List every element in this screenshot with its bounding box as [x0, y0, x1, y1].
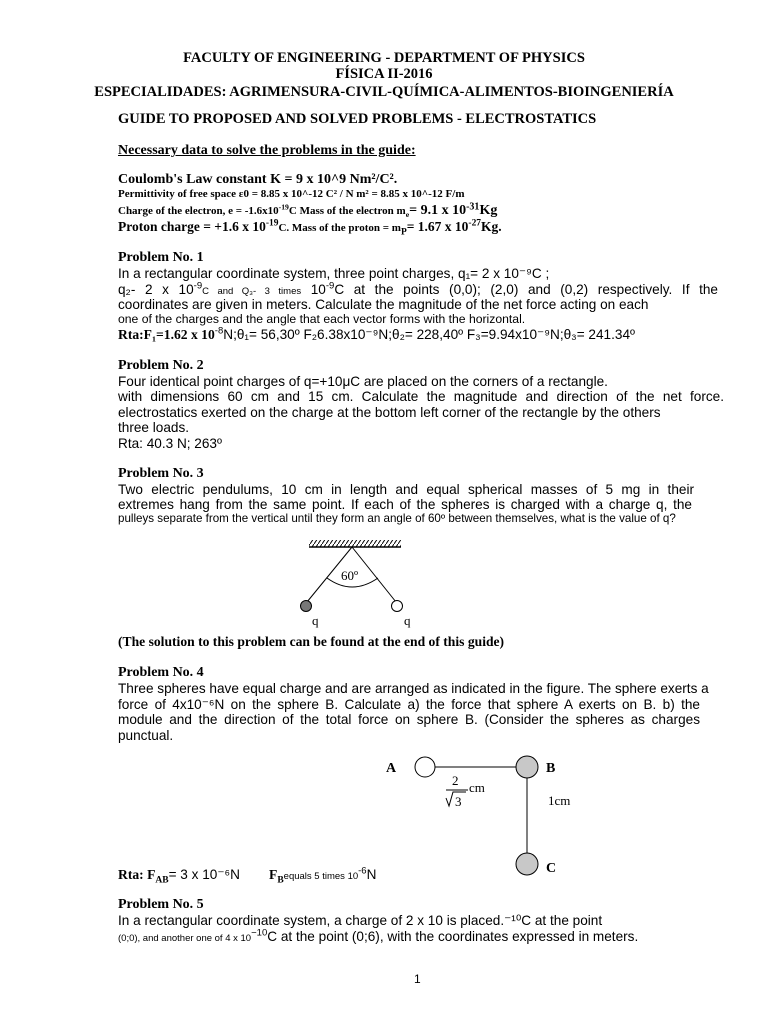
guide-title: GUIDE TO PROPOSED AND SOLVED PROBLEMS - ELECTROSTATICS [118, 111, 597, 127]
distance-unit: cm [469, 780, 485, 795]
label-b: B [546, 761, 556, 776]
problem-1-answer: Rta:F₁=1.62 x $10^{-8}N;\theta_1=$ 56,30º F₂6.38x10⁻⁹N;θ₂= 228,40º F₃=9.94x10⁻⁹N;θ₃= 241.34º [118, 325, 635, 342]
problem-2-line-3: electrostatics exerted on the charge at the bottom left corner of the rectangle by the others [118, 405, 661, 420]
label-c: C [546, 861, 557, 876]
problem-2-answer: Rta: 40.3 N; 263º [118, 436, 222, 451]
permittivity: Permittivity of free space ε0 = 8.85 x 10^-12 C² / N m² = 8.85 x 10^-12 F/m [118, 188, 465, 200]
problem-3-title: Problem No. 3 [118, 466, 204, 481]
problem-3-line-1: Two electric pendulums, 10 cm in length and equal spherical masses of 5 mg in their [118, 482, 694, 497]
problem-1-line-1: In a rectangular coordinate system, three point charges, q₁= 2 x 10⁻⁹C ; [118, 266, 550, 281]
spheres-figure [380, 750, 580, 880]
page-number: 1 [414, 972, 421, 986]
right-sphere [392, 601, 403, 612]
course-heading: FÍSICA II-2016 [335, 66, 433, 82]
sphere-c [516, 853, 538, 875]
label-a: A [386, 761, 397, 776]
coulomb-constant: Coulomb's Law constant K = 9 x 10^9 Nm²/C². [118, 172, 398, 187]
proton-data: Proton charge = +1.6 x $10^{-19}C$. Mass of the proton = $m_P= 1.67$ x $10^{-27}Kg$. [118, 218, 502, 238]
problem-3-line-2: extremes hang from the same point. If each of the spheres is charged with a charge q, the [118, 497, 692, 512]
necessary-data-heading: Necessary data to solve the problems in the guide: [118, 143, 416, 158]
problem-1-line-4: one of the charges and the angle that each vector forms with the horizontal. [118, 312, 526, 326]
problem-4-line-2: force of 4x10⁻⁶N on the sphere B. Calculate a) the force that sphere A exerts on B. b) the [118, 697, 700, 712]
specialties-heading: ESPECIALIDADES: AGRIMENSURA-CIVIL-QUÍMICA-ALIMENTOS-BIOINGENIERÍA [94, 84, 674, 100]
problem-4-title: Problem No. 4 [118, 665, 204, 680]
ceiling-hatch [309, 540, 401, 547]
right-string [352, 547, 396, 602]
problem-3-line-3: pulleys separate from the vertical until they form an angle of 60º between themselves, what is the value of q? [118, 512, 676, 525]
problem-3-solution-note: (The solution to this problem can be found at the end of this guide) [118, 634, 505, 649]
faculty-heading: FACULTY OF ENGINEERING - DEPARTMENT OF PHYSICS [183, 50, 585, 66]
problem-1-title: Problem No. 1 [118, 250, 204, 265]
problem-4-answer-ab: Rta: $F_{AB}= 3$ x 10⁻⁶N [118, 867, 240, 886]
sphere-b [516, 756, 538, 778]
sphere-a [415, 757, 435, 777]
electron-data: Charge of the electron, $e = -1.6x10^{-19}C$ Mass of the electron $m_e= 9.1$ x $10^{-31}Kg$ [118, 201, 498, 220]
bc-distance-label: 1cm [548, 793, 571, 808]
right-charge-label: q [404, 613, 411, 628]
problem-4-answer-b: $F_Bequals$ 5 times $10^{-6}N$ [269, 865, 377, 886]
problem-4-line-3: module and the direction of the total force on sphere B. (Consider the spheres as charges [118, 712, 700, 727]
problem-2-line-2: with dimensions 60 cm and 15 cm. Calculate the magnitude and direction of the net force. [118, 389, 724, 404]
problem-4-line-1: Three spheres have equal charge and are arranged as indicated in the figure. The sphere exerts a [118, 681, 709, 696]
problem-2-title: Problem No. 2 [118, 358, 204, 373]
problem-5-line-2: (0;0), and another one of 4 x $10^{-10}C$ at the point (0;6), with the coordinates expressed in meters. [118, 927, 639, 944]
problem-2-line-4: three loads. [118, 420, 190, 435]
problem-2-line-1: Four identical point charges of q=+10μC are placed on the corners of a rectangle. [118, 374, 608, 389]
angle-label: 60º [341, 568, 359, 583]
pendulum-figure [290, 532, 420, 632]
left-charge-label: q [312, 613, 319, 628]
problem-1-line-3: coordinates are given in meters. Calculate the magnitude of the net force acting on each [118, 297, 649, 312]
distance-denominator: 3 [455, 794, 462, 809]
distance-numerator: 2 [452, 773, 459, 788]
problem-5-line-1: In a rectangular coordinate system, a charge of 2 x 10 is placed.⁻¹⁰C at the point [118, 913, 603, 928]
problem-5-title: Problem No. 5 [118, 897, 204, 912]
left-sphere [301, 601, 312, 612]
problem-1-line-2: q₂- 2 x $10^{-9}C$ and Q₃- 3 times $10^{-9}C$ at the points (0,0); (2,0) and (0,2) respectively. If the [118, 280, 718, 297]
problem-4-line-4: punctual. [118, 728, 174, 743]
